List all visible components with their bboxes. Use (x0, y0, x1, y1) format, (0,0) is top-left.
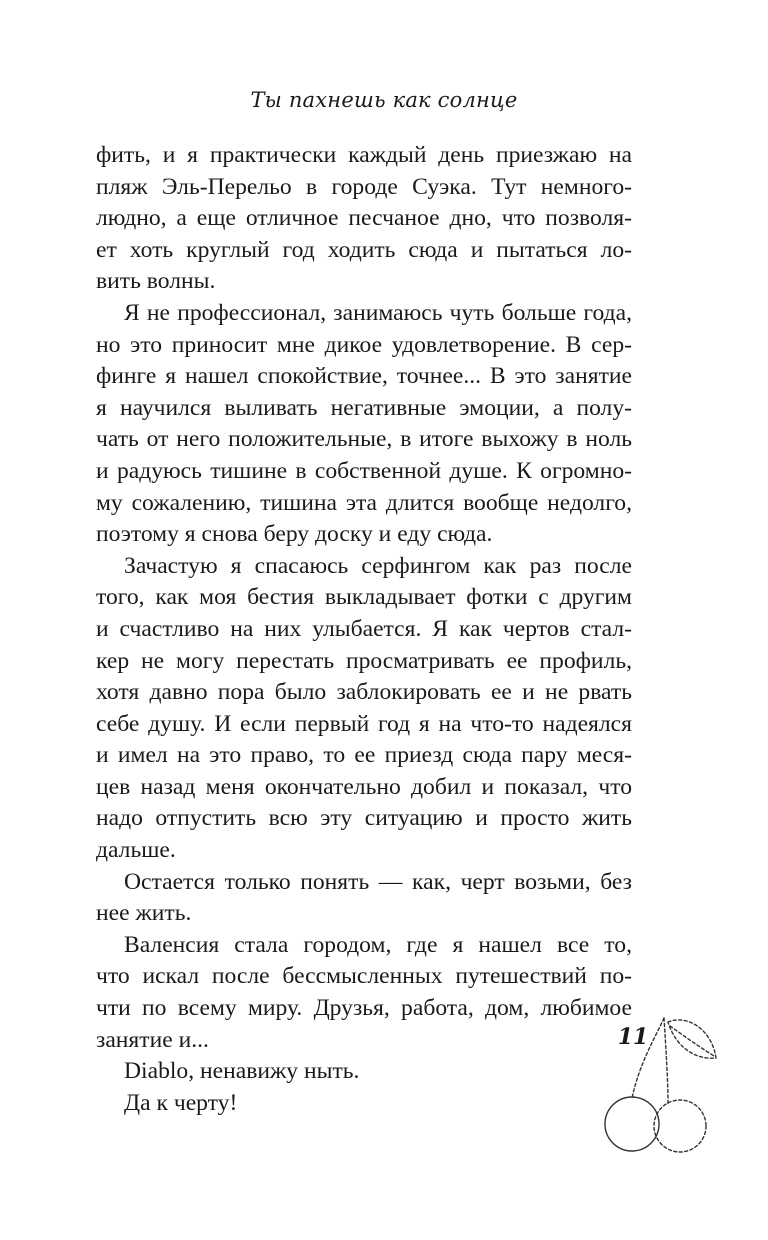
text-line: и счастливо на них улыбается. Я как чертов стал- (96, 615, 632, 642)
text-line: Я не профессионал, занимаюсь чуть больше года, (124, 299, 632, 326)
text-line: хотя давно пора было заблокировать ее и не рвать (96, 679, 632, 706)
text-line: чать от него положительные, в итоге выхожу в ноль (96, 426, 632, 453)
text-line: му сожалению, тишина эта длится вообще недолго, (96, 489, 632, 516)
text-line: фить, и я практически каждый день приезжаю на (96, 142, 632, 168)
text-line: вить волны. (96, 268, 216, 295)
text-line: дальше. (96, 837, 176, 864)
running-head-title: Ты пахнешь как солнце (250, 88, 518, 112)
text-line: ет хоть круглый год ходить сюда и пытаться ло- (96, 236, 632, 263)
text-line: Да к черту! (124, 1089, 238, 1116)
text-line: финге я нашел спокойствие, точнее... В это занятие (96, 363, 632, 390)
text-line: и радуюсь тишине в собственной душе. К огромно- (96, 457, 632, 484)
text-line: надо отпустить всю эту ситуацию и просто жить (96, 805, 632, 832)
text-line: но это приносит мне дикое удовлетворение. В сер- (96, 331, 632, 358)
text-line: я научился выливать негативные эмоции, а полу- (96, 394, 632, 421)
text-line: поэтому я снова беру доску и еду сюда. (96, 521, 493, 548)
text-line: нее жить. (96, 900, 192, 927)
text-line: себе душу. И если первый год я на что-то надеялся (96, 710, 632, 737)
page-number: 11 (617, 1024, 649, 1050)
text-line: Зачастую я спасаюсь серфингом как раз после (124, 552, 632, 579)
text-line: цев назад меня окончательно добил и показал, что (96, 773, 632, 800)
text-line: кер не могу перестать просматривать ее профиль, (96, 647, 632, 674)
body-text (96, 140, 632, 1119)
text-line: того, как моя бестия выкладывает фотки с другим (96, 584, 632, 611)
text-line: чти по всему миру. Друзья, работа, дом, любимое (96, 995, 632, 1022)
text-line: занятие и... (96, 1026, 209, 1053)
text-line: людно, а еще отличное песчаное дно, что позволя- (96, 205, 632, 232)
text-line: и имел на это право, то ее приезд сюда пару меся- (96, 742, 632, 769)
text-line: что искал после бессмысленных путешествий по- (96, 963, 632, 990)
text-line: Валенсия стала городом, где я нашел все то, (124, 931, 632, 958)
text-line: пляж Эль-Перельо в городе Суэка. Тут немного- (96, 173, 632, 200)
text-line: Остается только понять — как, черт возьми, без (124, 868, 632, 895)
text-line: Diablo, ненавижу ныть. (124, 1058, 360, 1085)
